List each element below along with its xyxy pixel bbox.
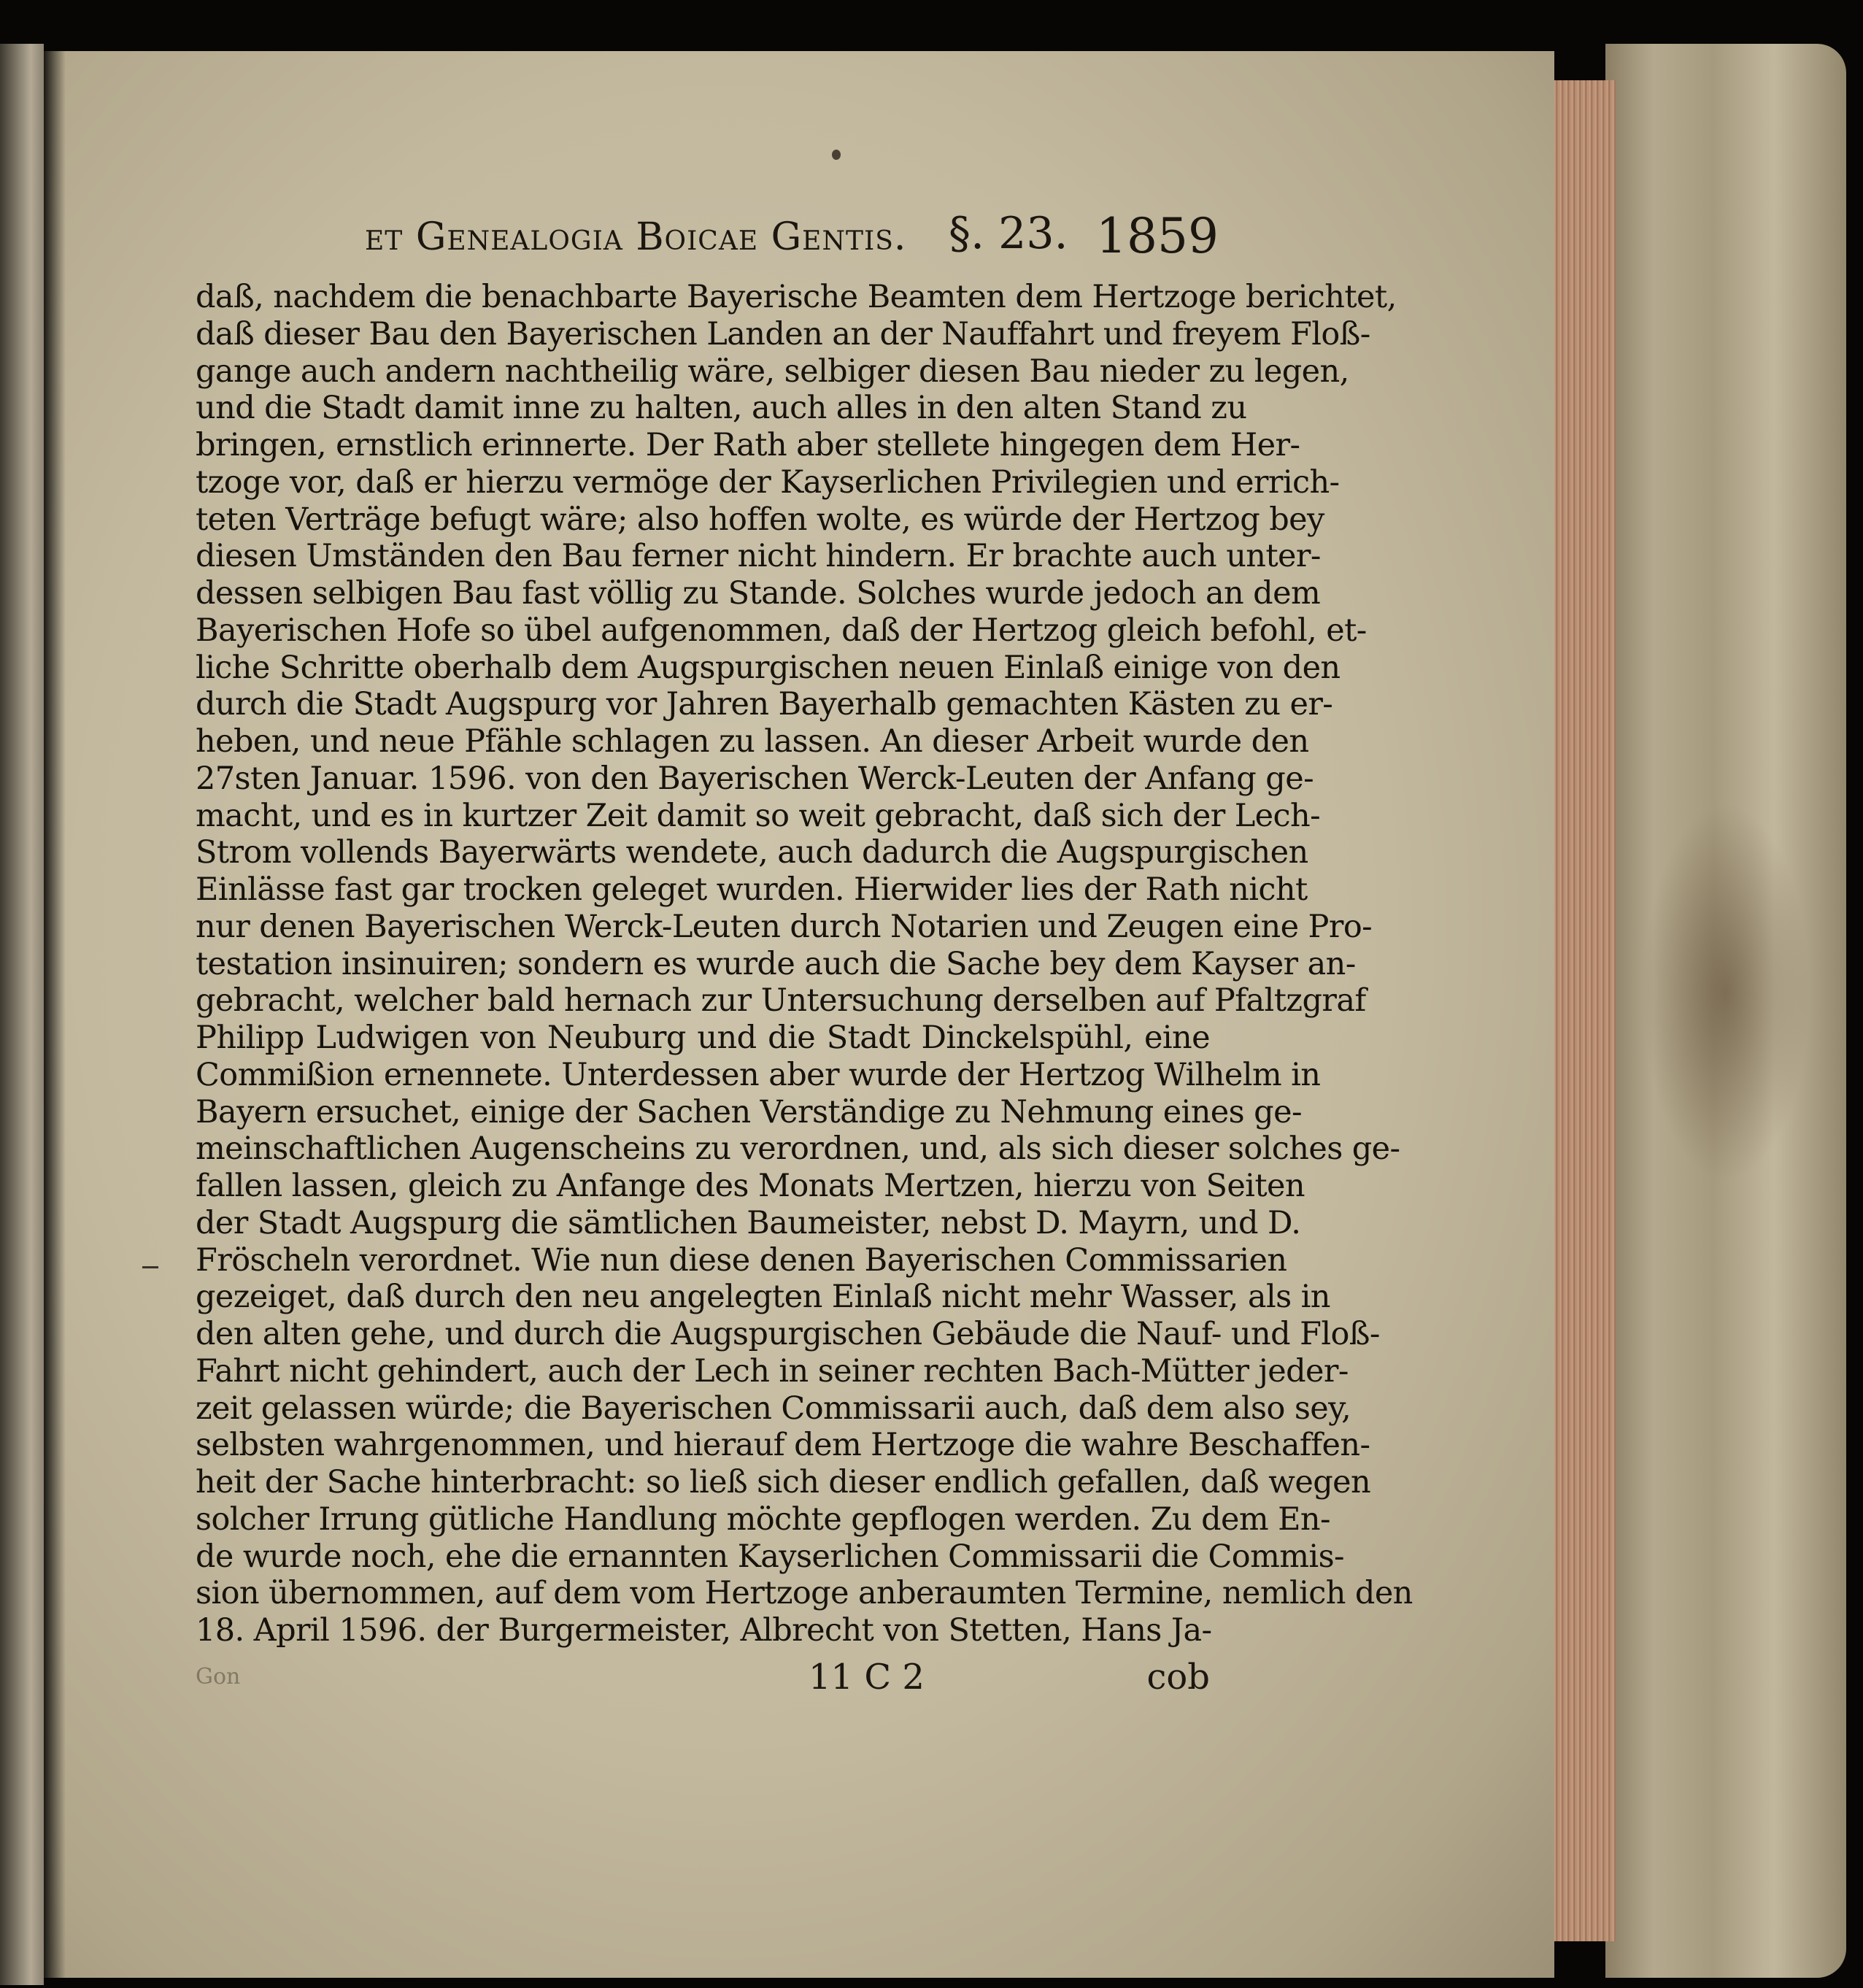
facing-page-edge bbox=[0, 44, 44, 1985]
section-number: §. 23. bbox=[949, 208, 1068, 259]
text-line: gange auch andern nachtheilig wäre, selbiger diesen Bau nieder zu legen, bbox=[196, 352, 1349, 390]
text-line: den alten gehe, und durch die Augspurgischen Gebäude die Nauf- und Floß- bbox=[196, 1316, 1380, 1352]
page-footer bbox=[196, 1657, 1210, 1708]
text-line: meinschaftlichen Augenscheins zu verordnen, und, als sich dieser solches ge- bbox=[196, 1130, 1400, 1168]
text-line: macht, und es in kurtzer Zeit damit so weit gebracht, daß sich der Lech- bbox=[196, 797, 1321, 834]
text-line: selbsten wahrgenommen, und hierauf dem Hertzoge die wahre Beschaffen- bbox=[196, 1427, 1370, 1464]
faded-mark: Gon bbox=[196, 1664, 241, 1690]
text-line: Fröscheln verordnet. Wie nun diese denen Bayerischen Commissarien bbox=[196, 1241, 1287, 1279]
page-number: 1859 bbox=[1096, 208, 1219, 264]
text-line: Commißion ernennete. Unterdessen aber wurde der Hertzog Wilhelm in bbox=[196, 1056, 1321, 1093]
text-line: der Stadt Augspurg die sämtlichen Baumeister, nebst D. Mayrn, und D. bbox=[196, 1204, 1301, 1241]
text-line: heben, und neue Pfähle schlagen zu lassen. An dieser Arbeit wurde den bbox=[196, 723, 1309, 760]
text-line: de wurde noch, ehe die ernannten Kayserlichen Commissarii die Commis- bbox=[196, 1538, 1344, 1575]
printer-signature: 11 C 2 bbox=[809, 1657, 925, 1698]
text-line: und die Stadt damit inne zu halten, auch alles in den alten Stand zu bbox=[196, 390, 1247, 427]
text-line: liche Schritte oberhalb dem Augspurgischen neuen Einlaß einige von den bbox=[196, 649, 1341, 686]
text-line: dessen selbigen Bau fast völlig zu Stande. Solches wurde jedoch an dem bbox=[196, 575, 1321, 612]
body-text bbox=[196, 279, 1413, 1649]
text-line: fallen lassen, gleich zu Anfange des Monats Mertzen, hierzu von Seiten bbox=[196, 1168, 1305, 1204]
margin-mark bbox=[142, 1266, 158, 1268]
catchword: cob bbox=[1146, 1657, 1210, 1698]
text-line: durch die Stadt Augspurg vor Jahren Bayerhalb gemachten Kästen zu er- bbox=[196, 686, 1333, 723]
ink-dot bbox=[832, 150, 841, 160]
text-line: solcher Irrung gütliche Handlung möchte gepflogen werden. Zu dem En- bbox=[196, 1500, 1330, 1538]
text-line: Bayerischen Hofe so übel aufgenommen, daß der Hertzog gleich befohl, et- bbox=[196, 612, 1367, 649]
text-line: bringen, ernstlich erinnerte. Der Rath aber stellete hingegen dem Her- bbox=[196, 427, 1300, 463]
text-line: testation insinuiren; sondern es wurde auch die Sache bey dem Kayser an- bbox=[196, 945, 1356, 982]
text-line: Bayern ersuchet, einige der Sachen Verständige zu Nehmung eines ge- bbox=[196, 1093, 1302, 1130]
text-line: teten Verträge befugt wäre; also hoffen wolte, es würde der Hertzog bey bbox=[196, 501, 1324, 538]
text-line: Strom vollends Bayerwärts wendete, auch dadurch die Augspurgischen bbox=[196, 834, 1308, 871]
text-line: gebracht, welcher bald hernach zur Untersuchung derselben auf Pfaltzgraf bbox=[196, 982, 1366, 1020]
text-line: diesen Umständen den Bau ferner nicht hindern. Er brachte auch unter- bbox=[196, 538, 1321, 575]
text-line: zeit gelassen würde; die Bayerischen Commissarii auch, daß dem also sey, bbox=[196, 1390, 1351, 1427]
text-line: gezeiget, daß durch den neu angelegten Einlaß nicht mehr Wasser, als in bbox=[196, 1279, 1330, 1316]
text-line: heit der Sache hinterbracht: so ließ sich dieser endlich gefallen, daß wegen bbox=[196, 1464, 1371, 1500]
text-line: Philipp Ludwigen von Neuburg und die Stadt Dinckelspühl, eine bbox=[196, 1020, 1210, 1056]
gutter-shadow bbox=[44, 51, 66, 1978]
text-line: 27sten Januar. 1596. von den Bayerischen Werck-Leuten der Anfang ge- bbox=[196, 760, 1314, 797]
running-title: et Genealogia Boicae Gentis. bbox=[365, 215, 907, 259]
text-line: tzoge vor, daß er hierzu vermöge der Kayserlichen Privilegien und errich- bbox=[196, 463, 1340, 501]
text-line: daß dieser Bau den Bayerischen Landen an der Nauffahrt und freyem Floß- bbox=[196, 315, 1370, 352]
text-line: 18. April 1596. der Burgermeister, Albrecht von Stetten, Hans Ja- bbox=[196, 1612, 1212, 1649]
text-line: daß, nachdem die benachbarte Bayerische Beamten dem Hertzoge berichtet, bbox=[196, 279, 1397, 315]
cover-stain bbox=[1642, 803, 1810, 1182]
page-header bbox=[365, 208, 1219, 266]
text-line: sion übernommen, auf dem vom Hertzoge anberaumten Termine, nemlich den bbox=[196, 1575, 1413, 1612]
text-line: nur denen Bayerischen Werck-Leuten durch Notarien und Zeugen eine Pro- bbox=[196, 908, 1373, 945]
text-line: Einlässe fast gar trocken geleget wurden. Hierwider lies der Rath nicht bbox=[196, 871, 1308, 908]
text-line: Fahrt nicht gehindert, auch der Lech in seiner rechten Bach-Mütter jeder- bbox=[196, 1352, 1349, 1390]
